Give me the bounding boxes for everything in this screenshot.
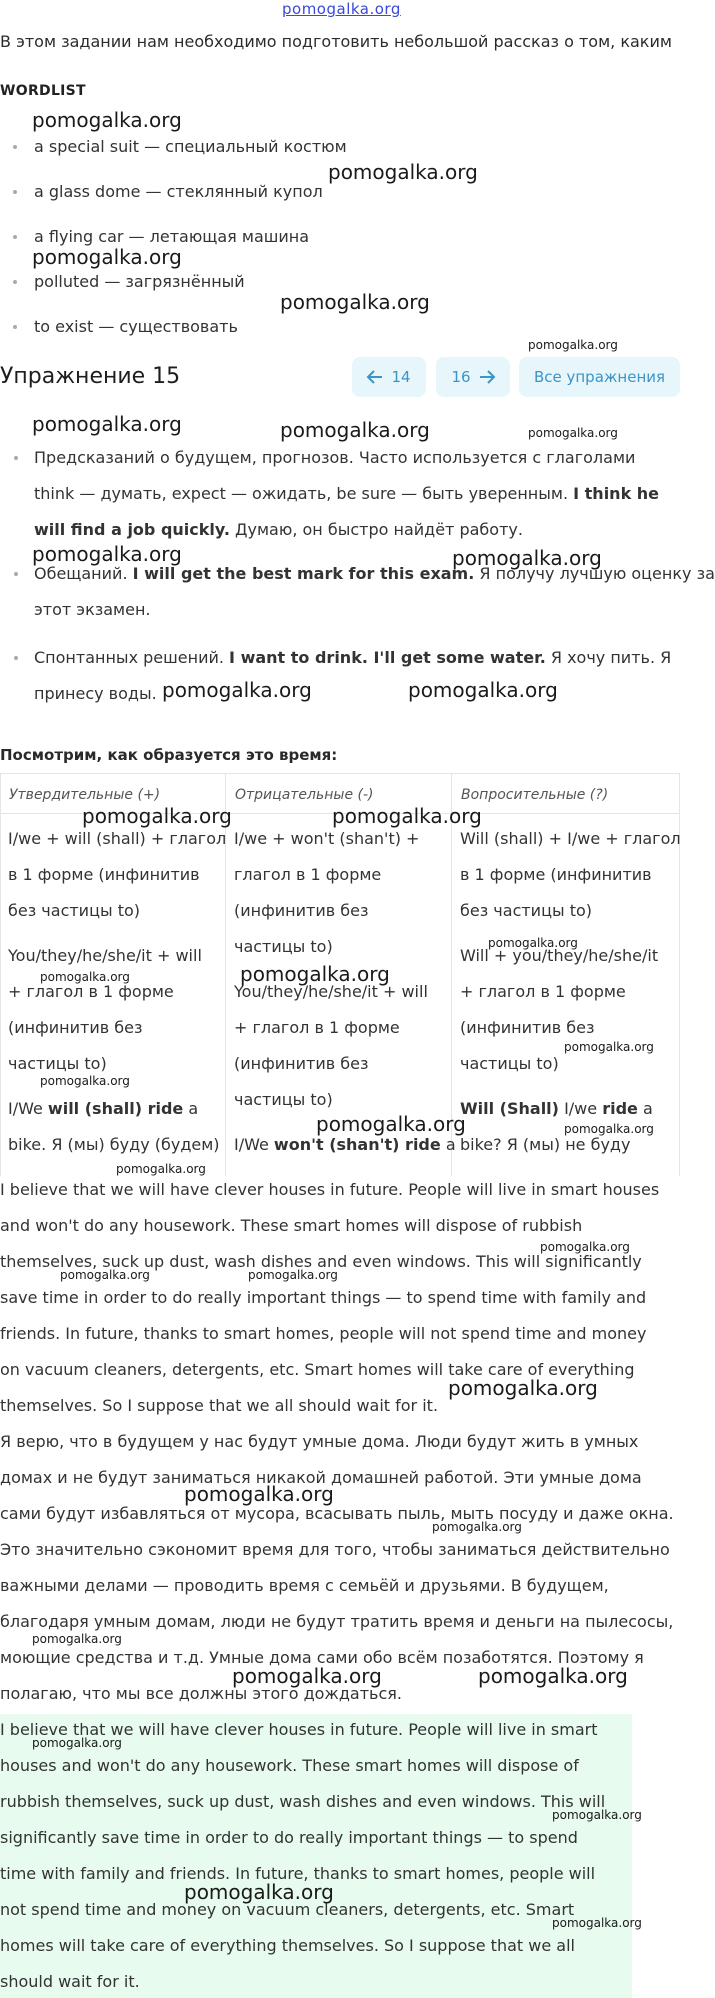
- usage-decision-line2: принесу воды.: [34, 684, 157, 703]
- table-cell-line: частицы to): [8, 1054, 107, 1073]
- table-cell-line: I/we + won't (shan't) +: [234, 829, 420, 848]
- usage-example: I will get the best mark for this exam.: [132, 564, 475, 583]
- table-cell-line: (инфинитив без: [234, 1054, 369, 1073]
- table-cell-line: глагол в 1 форме: [234, 865, 382, 884]
- cell-text: a: [183, 1099, 199, 1118]
- table-cell-line: в 1 форме (инфинитив: [460, 865, 652, 884]
- table-cell-line: частицы to): [460, 1054, 559, 1073]
- watermark: pomogalka.org: [552, 1808, 642, 1822]
- table-header-negative: Отрицательные (-): [235, 787, 374, 803]
- prev-exercise-button[interactable]: [352, 357, 426, 397]
- table-cell-line: [460, 1099, 653, 1118]
- table-cell-line: bike. Я (мы) буду (будем): [8, 1135, 220, 1154]
- watermark: pomogalka.org: [552, 1916, 642, 1930]
- cell-example: won't (shan't) ride: [273, 1135, 441, 1154]
- bullet-dot: [14, 572, 18, 576]
- watermark: pomogalka.org: [162, 678, 312, 702]
- essay-en-line: themselves. So I suppose that we all should wait for it.: [0, 1396, 439, 1415]
- watermark: pomogalka.org: [540, 1240, 630, 1254]
- table-cell-line: Will (shall) + I/we + глагол: [460, 829, 681, 848]
- usage-example: I think he: [573, 484, 660, 503]
- cell-text: I/We: [234, 1135, 274, 1154]
- table-header-affirmative: Утвердительные (+): [9, 787, 161, 803]
- watermark: pomogalka.org: [40, 1074, 130, 1088]
- answer-line: homes will take care of everything themselves. So I suppose that we all: [0, 1936, 575, 1955]
- exercise-title: Упражнение 15: [0, 364, 181, 389]
- watermark: pomogalka.org: [32, 245, 182, 269]
- essay-en-line: save time in order to do really important things — to spend time with family and: [0, 1288, 647, 1307]
- essay-en-line: and won't do any housework. These smart homes will dispose of rubbish: [0, 1216, 583, 1235]
- answer-line: rubbish themselves, suck up dust, wash dishes and even windows. This will: [0, 1792, 606, 1811]
- usage-text: Обещаний.: [34, 564, 128, 583]
- intro-text: В этом задании нам необходимо подготовить небольшой рассказ о том, каким: [0, 32, 672, 51]
- arrow-right-icon: [479, 370, 495, 384]
- table-cell-line: [8, 1099, 198, 1118]
- usage-text: Я получу лучшую оценку за: [479, 564, 715, 583]
- watermark: pomogalka.org: [528, 426, 618, 440]
- wordlist-item: to exist — существовать: [14, 317, 238, 336]
- all-exercises-label: Все упражнения: [533, 368, 666, 386]
- watermark: pomogalka.org: [184, 1482, 334, 1506]
- arrow-left-icon: [367, 370, 383, 384]
- watermark: pomogalka.org: [316, 1112, 466, 1136]
- next-exercise-label: 16: [451, 368, 471, 386]
- watermark: pomogalka.org: [184, 1880, 334, 1904]
- table-cell-line: (инфинитив без: [234, 901, 369, 920]
- usage-example: I want to drink. I'll get some water.: [229, 648, 546, 667]
- watermark: pomogalka.org: [564, 1122, 654, 1136]
- watermark: pomogalka.org: [32, 1736, 122, 1750]
- essay-en-line: I believe that we will have clever houses in future. People will live in smart houses: [0, 1180, 660, 1199]
- watermark: pomogalka.org: [248, 1268, 338, 1282]
- essay-en-line: themselves, suck up dust, wash dishes and even windows. This will significantly: [0, 1252, 642, 1271]
- usage-promise-line1: [34, 564, 715, 583]
- answer-line: I believe that we will have clever houses in future. People will live in smart: [0, 1720, 598, 1739]
- watermark: pomogalka.org: [564, 1040, 654, 1054]
- watermark: pomogalka.org: [82, 804, 232, 828]
- usage-decision-line1: [34, 648, 671, 667]
- prev-exercise-label: 14: [391, 368, 411, 386]
- usage-text: Я хочу пить. Я: [550, 648, 672, 667]
- essay-ru-line: важными делами — проводить время с семьёй и друзьями. В будущем,: [0, 1576, 609, 1595]
- answer-line: houses and won't do any housework. These smart homes will dispose of: [0, 1756, 579, 1775]
- cell-example: will (shall) ride: [47, 1099, 184, 1118]
- table-cell-line: без частицы to): [8, 901, 140, 920]
- answer-line: should wait for it.: [0, 1972, 140, 1991]
- answer-line: time with family and friends. In future, thanks to smart homes, people will: [0, 1864, 596, 1883]
- table-cell-line: You/they/he/she/it + will: [8, 946, 202, 965]
- table-cell-line: I/we + will (shall) + глагол: [8, 829, 227, 848]
- usage-example: will find a job quickly.: [34, 520, 230, 539]
- all-exercises-button[interactable]: [519, 357, 680, 397]
- wordlist-item: a glass dome — стеклянный купол: [14, 182, 323, 201]
- watermark: pomogalka.org: [232, 1664, 382, 1688]
- essay-ru-line: полагаю, что мы все должны этого дождаться.: [0, 1684, 402, 1703]
- usage-prediction-line2: [34, 484, 659, 503]
- wordlist-item: a special suit — специальный костюм: [14, 137, 347, 156]
- usage-prediction-line1: Предсказаний о будущем, прогнозов. Часто используется с глаголами: [34, 448, 636, 467]
- watermark: pomogalka.org: [478, 1664, 628, 1688]
- table-header-question: Вопросительные (?): [461, 787, 609, 803]
- table-column: [0, 774, 1, 1176]
- essay-ru-line: благодаря умным домам, люди не будут тратить время и деньги на пылесосы,: [0, 1612, 674, 1631]
- cell-example: Will (Shall): [460, 1099, 559, 1118]
- table-cell-line: без частицы to): [460, 901, 592, 920]
- cell-text: I/We: [8, 1099, 48, 1118]
- watermark: pomogalka.org: [40, 970, 130, 984]
- site-header-link[interactable]: pomogalka.org: [282, 0, 401, 18]
- watermark: pomogalka.org: [32, 1632, 122, 1646]
- bullet-dot: [14, 656, 18, 660]
- usage-text: Думаю, он быстро найдёт работу.: [235, 520, 523, 539]
- table-cell-line: частицы to): [234, 1090, 333, 1109]
- usage-text: Спонтанных решений.: [34, 648, 224, 667]
- essay-ru-line: Я верю, что в будущем у нас будут умные дома. Люди будут жить в умных: [0, 1432, 639, 1451]
- usage-text: think — думать, expect — ожидать, be sure — быть уверенным.: [34, 484, 569, 503]
- watermark: pomogalka.org: [240, 962, 390, 986]
- table-cell-line: + глагол в 1 форме: [8, 982, 174, 1001]
- wordlist-item: polluted — загрязнённый: [14, 272, 245, 291]
- watermark: pomogalka.org: [280, 290, 430, 314]
- essay-ru-line: моющие средства и т.д. Умные дома сами обо всём позаботятся. Поэтому я: [0, 1648, 644, 1667]
- cell-text: I/we: [558, 1099, 603, 1118]
- table-cell-line: bike? Я (мы) не буду: [460, 1135, 631, 1154]
- watermark: pomogalka.org: [280, 418, 430, 442]
- bullet-dot: [14, 456, 18, 460]
- usage-promise-line2: этот экзамен.: [34, 600, 151, 619]
- table-cell-line: частицы to): [234, 937, 333, 956]
- table-cell-line: Will + you/they/he/she/it: [460, 946, 659, 965]
- next-exercise-button[interactable]: [436, 357, 510, 397]
- cell-text: a: [637, 1099, 653, 1118]
- wordlist-item: a flying car — летающая машина: [14, 227, 309, 246]
- table-cell-line: + глагол в 1 форме: [234, 1018, 400, 1037]
- watermark: pomogalka.org: [528, 338, 618, 352]
- watermark: pomogalka.org: [452, 546, 602, 570]
- answer-line: significantly save time in order to do really important things — to spend: [0, 1828, 578, 1847]
- essay-ru-line: домах и не будут заниматься никакой домашней работой. Эти умные дома: [0, 1468, 642, 1487]
- essay-ru-line: Это значительно сэкономит время для того, чтобы заниматься действительно: [0, 1540, 670, 1559]
- answer-line: not spend time and money on vacuum cleaners, detergents, etc. Smart: [0, 1900, 575, 1919]
- table-cell-line: в 1 форме (инфинитив: [8, 865, 200, 884]
- watermark: pomogalka.org: [332, 804, 482, 828]
- watermark: pomogalka.org: [32, 108, 182, 132]
- table-cell-line: You/they/he/she/it + will: [234, 982, 428, 1001]
- watermark: pomogalka.org: [448, 1376, 598, 1400]
- table-cell-line: [234, 1135, 456, 1154]
- watermark: pomogalka.org: [32, 542, 182, 566]
- usage-prediction-line3: [34, 520, 523, 539]
- cell-example: ride: [602, 1099, 638, 1118]
- essay-en-line: friends. In future, thanks to smart homes, people will not spend time and money: [0, 1324, 647, 1343]
- watermark: pomogalka.org: [488, 936, 578, 950]
- table-title: Посмотрим, как образуется это время:: [0, 746, 338, 764]
- table-cell-line: (инфинитив без: [8, 1018, 143, 1037]
- essay-en-line: on vacuum cleaners, detergents, etc. Smart homes will take care of everything: [0, 1360, 635, 1379]
- watermark: pomogalka.org: [328, 160, 478, 184]
- watermark: pomogalka.org: [32, 412, 182, 436]
- table-cell-line: (инфинитив без: [460, 1018, 595, 1037]
- watermark: pomogalka.org: [60, 1268, 150, 1282]
- watermark: pomogalka.org: [408, 678, 558, 702]
- watermark: pomogalka.org: [116, 1162, 206, 1176]
- table-cell-line: + глагол в 1 форме: [460, 982, 626, 1001]
- cell-text: a: [440, 1135, 456, 1154]
- essay-ru-line: сами будут избавляться от мусора, всасывать пыль, мыть посуду и даже окна.: [0, 1504, 674, 1523]
- wordlist-title: WORDLIST: [0, 83, 86, 99]
- watermark: pomogalka.org: [432, 1520, 522, 1534]
